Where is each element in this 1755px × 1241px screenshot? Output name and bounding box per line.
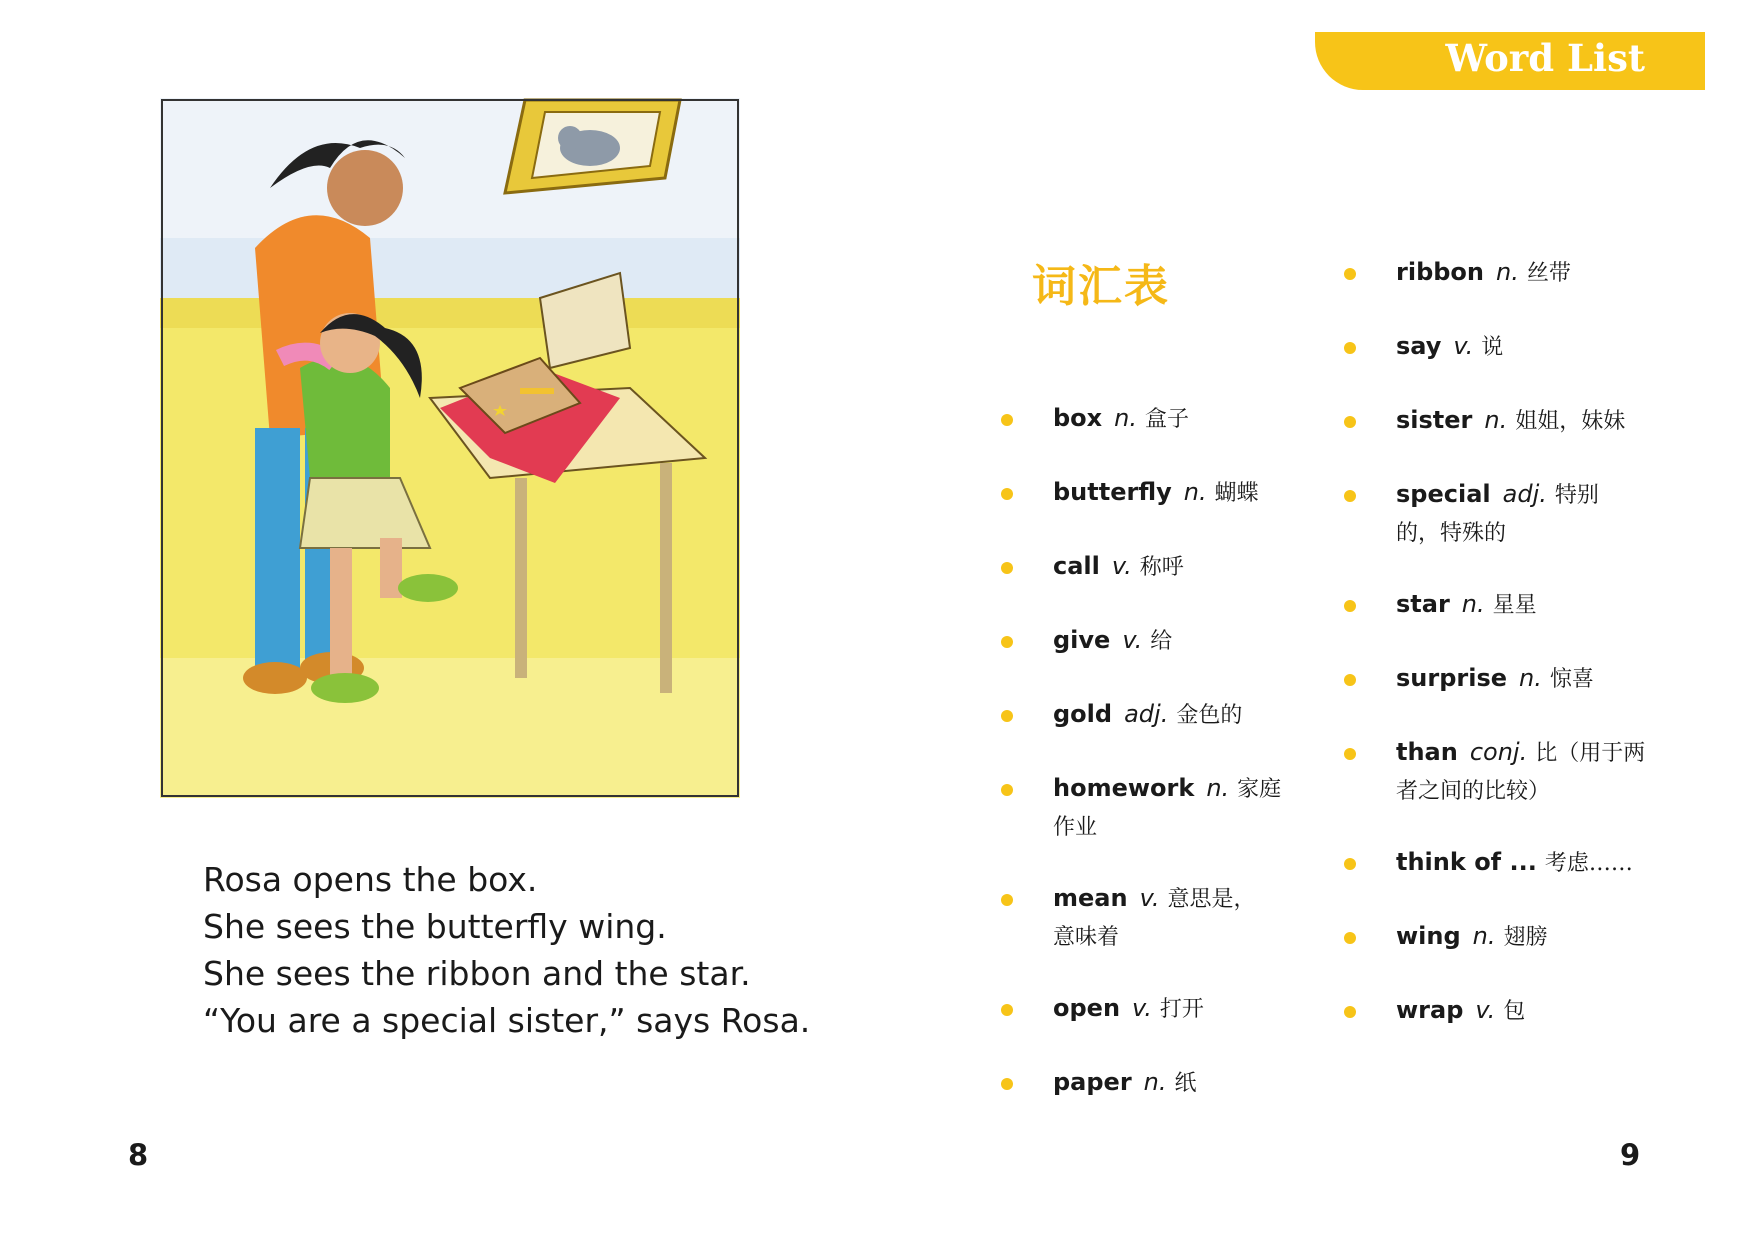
word: gold [1053,700,1113,728]
meaning: 比（用于两者之间的比较） [1396,741,1646,804]
part-of-speech: v. [1475,996,1496,1024]
bullet-icon [1344,490,1356,502]
word: wing [1396,922,1461,950]
word: call [1053,552,1100,580]
word-entry [1007,990,1337,1028]
meaning: 家庭作业 [1053,777,1282,840]
part-of-speech: n. [1519,664,1542,692]
meaning: 包 [1503,999,1526,1024]
part-of-speech: adj. [1124,700,1169,728]
meaning: 星星 [1492,593,1537,618]
meaning: 金色的 [1176,703,1243,728]
word: ribbon [1396,258,1484,286]
bullet-icon [1344,416,1356,428]
meaning: 蝴蝶 [1214,481,1259,506]
part-of-speech: conj. [1469,738,1528,766]
word-entry [1350,992,1680,1030]
part-of-speech: n. [1114,404,1137,432]
word: than [1396,738,1458,766]
banner-title: Word List [1445,36,1645,80]
meaning: 丝带 [1526,261,1571,286]
bullet-icon [1001,710,1013,722]
part-of-speech: n. [1484,406,1508,434]
part-of-speech: n. [1496,258,1519,286]
bullet-icon [1001,894,1013,906]
part-of-speech: v. [1122,626,1143,654]
bullet-icon [1001,1078,1013,1090]
page-number-left: 8 [128,1138,149,1172]
word-entry [1350,254,1680,292]
part-of-speech: v. [1139,884,1160,912]
word-entry [1007,770,1337,846]
word: open [1053,994,1121,1022]
word-list-banner [1315,32,1705,90]
word: give [1053,626,1111,654]
word: say [1396,332,1442,360]
meaning: 翅膀 [1503,925,1548,950]
word-entry [1007,474,1337,512]
bullet-icon [1344,268,1356,280]
part-of-speech: v. [1453,332,1474,360]
story-text [203,856,810,1044]
word-entry [1007,622,1337,660]
story-line: She sees the ribbon and the star. [203,954,751,993]
meaning: 姐姐，妹妹 [1515,409,1626,434]
word-entry [1350,402,1680,440]
story-line: She sees the butterfly wing. [203,907,667,946]
bullet-icon [1001,1004,1013,1016]
part-of-speech: adj. [1502,480,1547,508]
bullet-icon [1344,748,1356,760]
word-entry [1350,844,1680,882]
bullet-icon [1001,636,1013,648]
bullet-icon [1344,674,1356,686]
bullet-icon [1001,562,1013,574]
page-number-right: 9 [1620,1138,1641,1172]
bullet-icon [1344,600,1356,612]
word: homework [1053,774,1195,802]
bullet-icon [1001,488,1013,500]
meaning: 盒子 [1145,407,1190,432]
word: surprise [1396,664,1508,692]
story-illustration [160,98,740,798]
word: star [1396,590,1450,618]
bullet-icon [1001,784,1013,796]
word: think of ... [1396,848,1537,876]
word-entry [1350,328,1680,366]
word: box [1053,404,1103,432]
word: sister [1396,406,1473,434]
bullet-icon [1344,1006,1356,1018]
meaning: 特别的，特殊的 [1396,483,1599,546]
meaning: 惊喜 [1549,667,1594,692]
part-of-speech: n. [1206,774,1230,802]
word-entry [1350,660,1680,698]
vocab-title: 词汇表 [1032,261,1170,312]
part-of-speech: v. [1132,994,1152,1022]
bullet-icon [1001,414,1013,426]
meaning: 打开 [1159,997,1204,1022]
bullet-icon [1344,932,1356,944]
bullet-icon [1344,342,1356,354]
bullet-icon [1344,858,1356,870]
meaning: 称呼 [1139,555,1184,580]
part-of-speech: v. [1111,552,1132,580]
part-of-speech: n. [1143,1068,1167,1096]
word-entry [1007,880,1337,956]
story-line: “You are a special sister,” says Rosa. [203,1001,811,1040]
word-entry [1007,400,1337,438]
meaning: 纸 [1174,1071,1197,1096]
word-entry [1350,586,1680,624]
meaning: 考虑…… [1544,851,1633,876]
part-of-speech: n. [1472,922,1496,950]
word: butterfly [1053,478,1172,506]
part-of-speech: n. [1183,478,1207,506]
word-entry [1350,734,1680,810]
word: paper [1053,1068,1132,1096]
part-of-speech: n. [1461,590,1485,618]
word: mean [1053,884,1128,912]
word-entry [1007,1064,1337,1102]
word-entry [1350,918,1680,956]
word-entry [1007,696,1337,734]
word-entry [1007,548,1337,586]
word-entry [1350,476,1680,552]
word: special [1396,480,1491,508]
story-line: Rosa opens the box. [203,860,538,899]
meaning: 意思是，意味着 [1053,887,1256,950]
meaning: 给 [1150,629,1173,654]
meaning: 说 [1481,335,1504,360]
word: wrap [1396,996,1464,1024]
